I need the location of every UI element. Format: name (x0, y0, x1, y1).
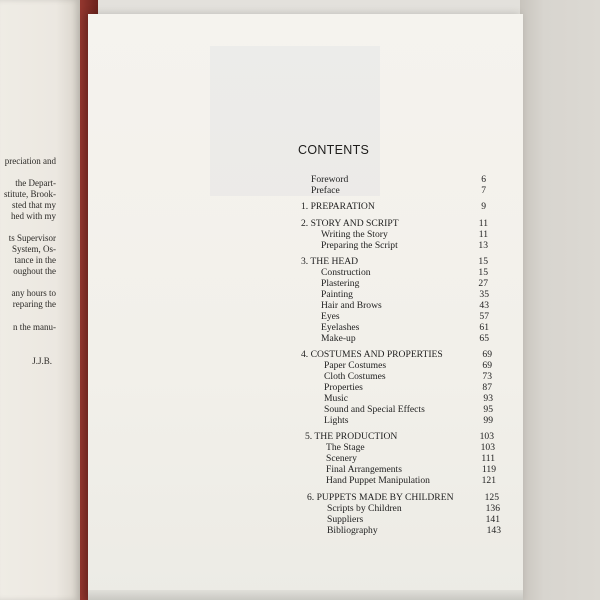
toc-entry-page: 103 (479, 431, 494, 442)
toc-entry-label: 2. STORY AND SCRIPT (301, 218, 399, 229)
toc-entry-label: Suppliers (327, 514, 364, 525)
contents-title: CONTENTS (298, 143, 370, 157)
show-through-image (210, 46, 380, 196)
toc-entry-page: 61 (479, 322, 489, 333)
toc-entry-page: 121 (481, 475, 496, 486)
toc-entry-label: Hair and Brows (321, 300, 382, 311)
toc-entry-page: 141 (485, 514, 500, 525)
author-initials: J.J.B. (32, 356, 52, 366)
toc-entry-label: Construction (321, 267, 371, 278)
toc-entry-page: 15 (478, 267, 488, 278)
toc-entry-page: 119 (481, 464, 496, 475)
toc-entry-label: Eyelashes (321, 322, 360, 333)
toc-entry-page: 27 (478, 278, 488, 289)
toc-entry-page: 69 (482, 360, 492, 371)
toc-entry-page: 13 (478, 240, 488, 251)
left-page-line: the Depart- (15, 178, 56, 188)
toc-entry-page: 43 (479, 300, 489, 311)
toc-entry-label: Preface (311, 185, 340, 196)
toc-entry-label: Scenery (326, 453, 357, 464)
left-page-line: hed with my (11, 211, 56, 221)
toc-entry-page: 65 (479, 333, 489, 344)
toc-entry-page: 99 (483, 415, 493, 426)
left-page-line: preciation and (4, 156, 56, 166)
toc-entry-label: Lights (324, 415, 349, 426)
left-page-line: n the manu- (13, 322, 56, 332)
table-surface (520, 0, 600, 600)
toc-entry-label: Hand Puppet Manipulation (326, 475, 430, 486)
toc-entry-label: Sound and Special Effects (324, 404, 425, 415)
toc-entry-page: 125 (484, 492, 499, 503)
toc-entry-page: 95 (483, 404, 493, 415)
left-page-line: oughout the (13, 266, 56, 276)
left-page-line: reparing the (12, 299, 56, 309)
toc-entry-label: Properties (324, 382, 363, 393)
toc-entry-page: 6 (481, 174, 486, 185)
toc-entry-page: 69 (482, 349, 492, 360)
toc-entry-page: 73 (482, 371, 492, 382)
toc-entry-page: 57 (479, 311, 489, 322)
toc-entry-label: The Stage (326, 442, 365, 453)
left-page-line: any hours to (11, 288, 56, 298)
toc-entry-label: Foreword (311, 174, 349, 185)
toc-entry-page: 143 (486, 525, 501, 536)
toc-entry-label: Scripts by Children (327, 503, 402, 514)
toc-entry-label: 6. PUPPETS MADE BY CHILDREN (307, 492, 454, 503)
toc-entry-label: Preparing the Script (321, 240, 398, 251)
toc-entry-label: Make-up (321, 333, 356, 344)
toc-entry-label: Painting (321, 289, 353, 300)
toc-entry-label: 4. COSTUMES AND PROPERTIES (301, 349, 443, 360)
toc-entry-label: Eyes (321, 311, 340, 322)
toc-entry-page: 9 (481, 201, 486, 212)
left-page-line: System, Os- (11, 244, 56, 254)
left-page (0, 0, 80, 600)
toc-entry-page: 111 (481, 453, 495, 464)
left-page-line: sted that my (12, 200, 56, 210)
toc-entry-label: Bibliography (327, 525, 378, 536)
toc-entry-label: Plastering (321, 278, 360, 289)
toc-entry-label: Final Arrangements (326, 464, 402, 475)
toc-entry-page: 15 (478, 256, 488, 267)
toc-entry-page: 136 (485, 503, 500, 514)
toc-entry-page: 87 (482, 382, 492, 393)
toc-entry-label: Cloth Costumes (324, 371, 386, 382)
left-page-line: tance in the (14, 255, 56, 265)
toc-entry-label: Paper Costumes (324, 360, 387, 371)
left-page-line: stitute, Brook- (4, 189, 56, 199)
toc-entry-label: 1. PREPARATION (301, 201, 375, 212)
toc-entry-label: Music (324, 393, 348, 404)
toc-entry-label: 3. THE HEAD (301, 256, 359, 267)
toc-entry-page: 35 (479, 289, 489, 300)
toc-entry-label: Writing the Story (321, 229, 388, 240)
toc-entry-page: 11 (478, 218, 488, 229)
toc-entry-page: 11 (478, 229, 488, 240)
page-shadow (88, 590, 523, 600)
toc-entry-page: 103 (480, 442, 495, 453)
toc-entry-label: 5. THE PRODUCTION (305, 431, 398, 442)
left-page-line: ts Supervisor (8, 233, 56, 243)
toc-entry-page: 93 (483, 393, 493, 404)
toc-entry-page: 7 (481, 185, 486, 196)
